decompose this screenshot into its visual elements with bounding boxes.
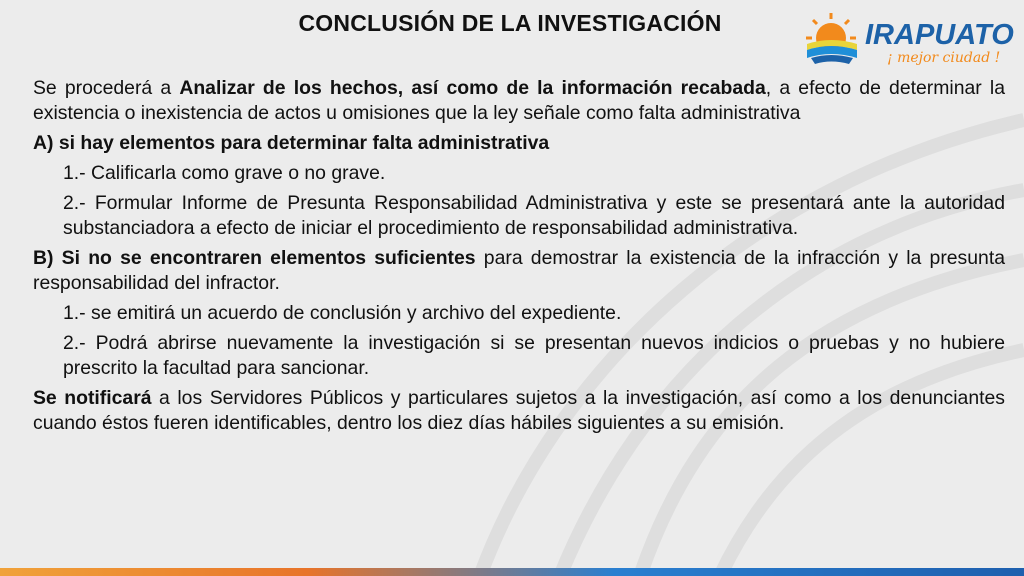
sun-logo-icon <box>806 13 857 64</box>
slide-body <box>33 76 1005 441</box>
paragraph-notification: Se notificará a los Servidores Públicos y particulares sujetos a la investigación, así como a los denunciantes cuando éstos fueren identificables, dentro los diez días hábiles siguientes a su emisión. <box>33 387 1005 434</box>
svg-text:¡ mejor ciudad !: ¡ mejor ciudad ! <box>887 50 1001 66</box>
svg-text:IRAPUATO: IRAPUATO <box>865 19 1014 51</box>
section-a-item-2: 2.- Formular Informe de Presunta Responsabilidad Administrativa y este se presentará ante la autoridad substanciadora a efecto de iniciar el procedimiento de responsabilidad administrativa. <box>63 192 1005 239</box>
section-b-item-2: 2.- Podrá abrirse nuevamente la investigación si se presentan nuevos indicios o pruebas y no hubiere prescrito la facultad para sancionar. <box>63 332 1005 379</box>
irapuato-logo <box>801 8 1016 70</box>
section-b-heading: B) Si no se encontraren elementos suficientes para demostrar la existencia de la infracción y la presunta responsabilidad del infractor. <box>33 247 1005 294</box>
footer-bar <box>0 568 1024 576</box>
section-a-heading: A) si hay elementos para determinar falta administrativa <box>33 132 550 154</box>
paragraph-intro: Se procederá a Analizar de los hechos, así como de la información recabada, a efecto de determinar la existencia o inexistencia de actos u omisiones que la ley señale como falta administrativa <box>33 77 1005 124</box>
section-b-item-1: 1.- se emitirá un acuerdo de conclusión y archivo del expediente. <box>63 302 622 324</box>
slide-title: CONCLUSIÓN DE LA INVESTIGACIÓN <box>298 10 722 36</box>
section-a-item-1: 1.- Calificarla como grave o no grave. <box>63 162 386 184</box>
